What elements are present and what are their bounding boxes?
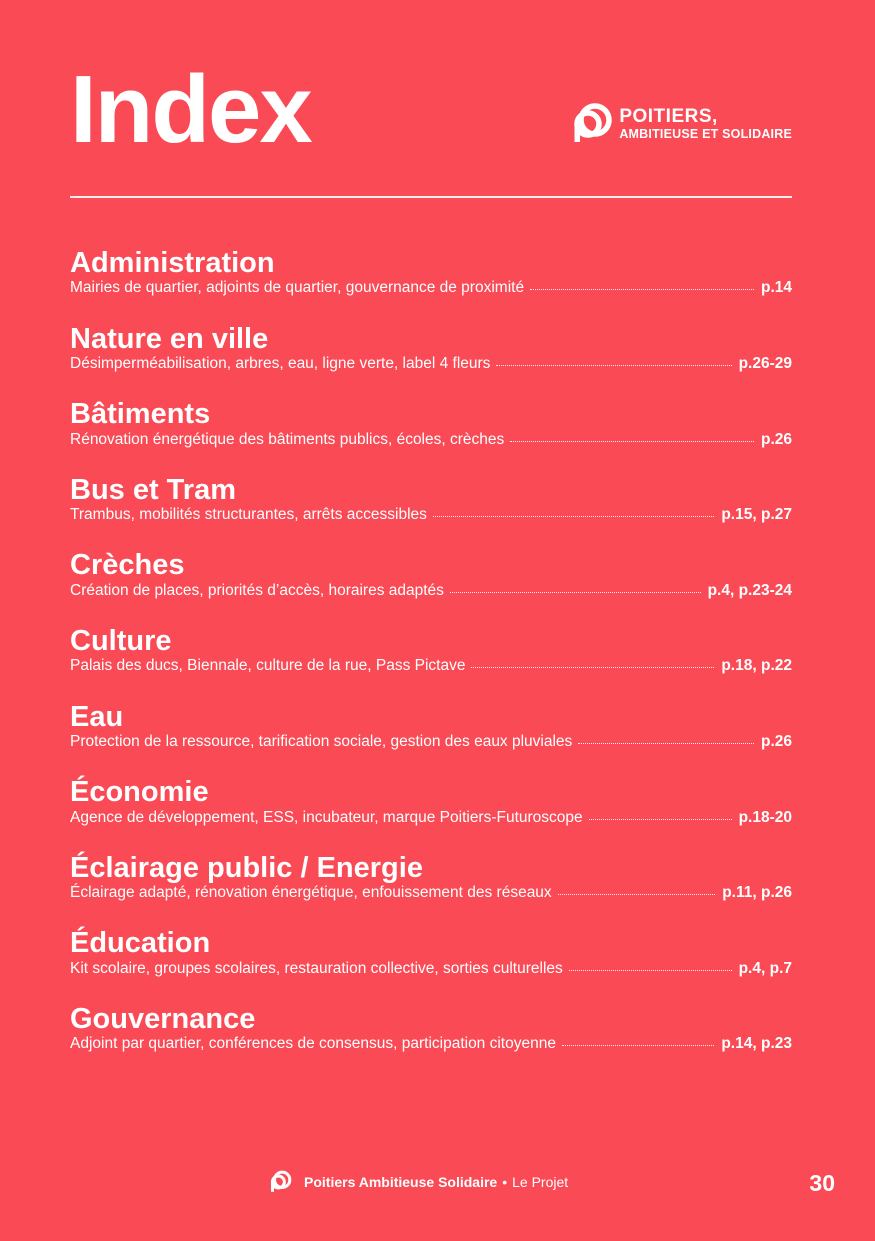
- dot-leader: [496, 365, 731, 366]
- entry-title: Administration: [70, 247, 275, 279]
- dot-leader: [558, 894, 716, 895]
- entry-description: Protection de la ressource, tarification sociale, gestion des eaux pluviales: [70, 733, 573, 750]
- entry-page-ref: p.14, p.23: [721, 1035, 792, 1053]
- entry-title: Eau: [70, 700, 124, 733]
- entry-page-ref: p.18, p.22: [721, 657, 792, 675]
- entry-page-ref: p.4, p.7: [738, 959, 792, 977]
- dot-leader: [510, 441, 754, 442]
- entry-row: [70, 582, 792, 601]
- brand-block: [569, 102, 792, 146]
- dot-leader: [569, 970, 732, 971]
- dot-leader: [450, 592, 701, 593]
- entry-row: [70, 431, 792, 450]
- entry-description: Désimperméabilisation, arbres, eau, ligne verte, label 4 fleurs: [70, 355, 491, 373]
- entry-row: [70, 657, 792, 676]
- entry-title: Crèches: [70, 549, 185, 582]
- entry-title: Bâtiments: [70, 398, 211, 431]
- entry-title: Nature en ville: [70, 322, 269, 355]
- entry-page-ref: p.14: [760, 279, 792, 297]
- index-entry: [70, 324, 792, 400]
- entry-page-ref: p.11, p.26: [722, 884, 792, 902]
- entry-title: Gouvernance: [70, 1002, 256, 1035]
- entry-title: Éclairage public / Energie: [70, 851, 423, 884]
- dot-leader: [589, 819, 732, 820]
- index-entry: [70, 702, 792, 778]
- index-entry: [70, 550, 792, 626]
- poitiers-logo-icon: [569, 102, 613, 146]
- index-entry: [70, 248, 792, 324]
- entry-description: Kit scolaire, groupes scolaires, restauration collective, sorties culturelles: [70, 959, 563, 977]
- index-entry: [70, 1004, 792, 1080]
- entry-description: Rénovation énergétique des bâtiments publics, écoles, crèches: [70, 430, 505, 448]
- brand-tagline: AMBITIEUSE ET SOLIDAIRE: [619, 127, 792, 142]
- entry-row: [70, 733, 792, 752]
- footer-brand: [268, 1170, 568, 1194]
- dot-leader: [433, 516, 714, 517]
- entry-row: [70, 279, 792, 298]
- entry-title: Bus et Tram: [70, 473, 236, 506]
- entry-row: [70, 809, 792, 828]
- poitiers-logo-icon: [268, 1170, 292, 1194]
- entry-row: [70, 960, 792, 979]
- page-title: Index: [70, 56, 311, 163]
- index-entry: [70, 777, 792, 853]
- entry-description: Trambus, mobilités structurantes, arrêts accessibles: [70, 506, 427, 524]
- entry-page-ref: p.4, p.23-24: [707, 581, 792, 599]
- entry-description: Adjoint par quartier, conférences de consensus, participation citoyenne: [70, 1035, 556, 1053]
- footer-subtitle: Le Projet: [512, 1174, 569, 1190]
- index-entry: [70, 928, 792, 1004]
- footer-name: Poitiers Ambitieuse Solidaire: [304, 1174, 498, 1190]
- entry-title: Éducation: [70, 927, 211, 960]
- entry-description: Création de places, priorités d’accès, horaires adaptés: [70, 581, 444, 599]
- entry-page-ref: p.26-29: [738, 355, 792, 373]
- entry-description: Palais des ducs, Biennale, culture de la rue, Pass Pictave: [70, 657, 466, 675]
- entry-page-ref: p.26: [760, 430, 792, 448]
- dot-leader: [471, 667, 714, 668]
- brand-name: POITIERS,: [619, 106, 718, 128]
- brand-text: [619, 107, 792, 141]
- dot-leader: [562, 1045, 714, 1046]
- index-entry: [70, 399, 792, 475]
- entry-title: Culture: [70, 624, 172, 657]
- entry-page-ref: p.15, p.27: [721, 506, 792, 524]
- entry-row: [70, 1035, 792, 1054]
- entry-row: [70, 355, 792, 374]
- page-number: 30: [809, 1170, 835, 1196]
- entry-description: Éclairage adapté, rénovation énergétique, enfouissement des réseaux: [70, 884, 552, 902]
- index-entry: [70, 853, 792, 929]
- footer: [0, 1168, 875, 1198]
- entry-description: Agence de développement, ESS, incubateur, marque Poitiers-Futuroscope: [70, 808, 583, 826]
- entry-row: [70, 884, 792, 903]
- entry-page-ref: p.26: [760, 733, 792, 750]
- index-entry: [70, 626, 792, 702]
- index-entry: [70, 475, 792, 551]
- footer-separator: •: [502, 1174, 508, 1190]
- entry-description: Mairies de quartier, adjoints de quartier, gouvernance de proximité: [70, 279, 525, 297]
- dot-leader: [578, 743, 754, 744]
- entry-title: Économie: [70, 776, 209, 809]
- entry-page-ref: p.18-20: [738, 808, 792, 826]
- dot-leader: [530, 289, 754, 290]
- entry-row: [70, 506, 792, 525]
- index-list: [70, 248, 792, 1080]
- title-divider: [70, 196, 792, 198]
